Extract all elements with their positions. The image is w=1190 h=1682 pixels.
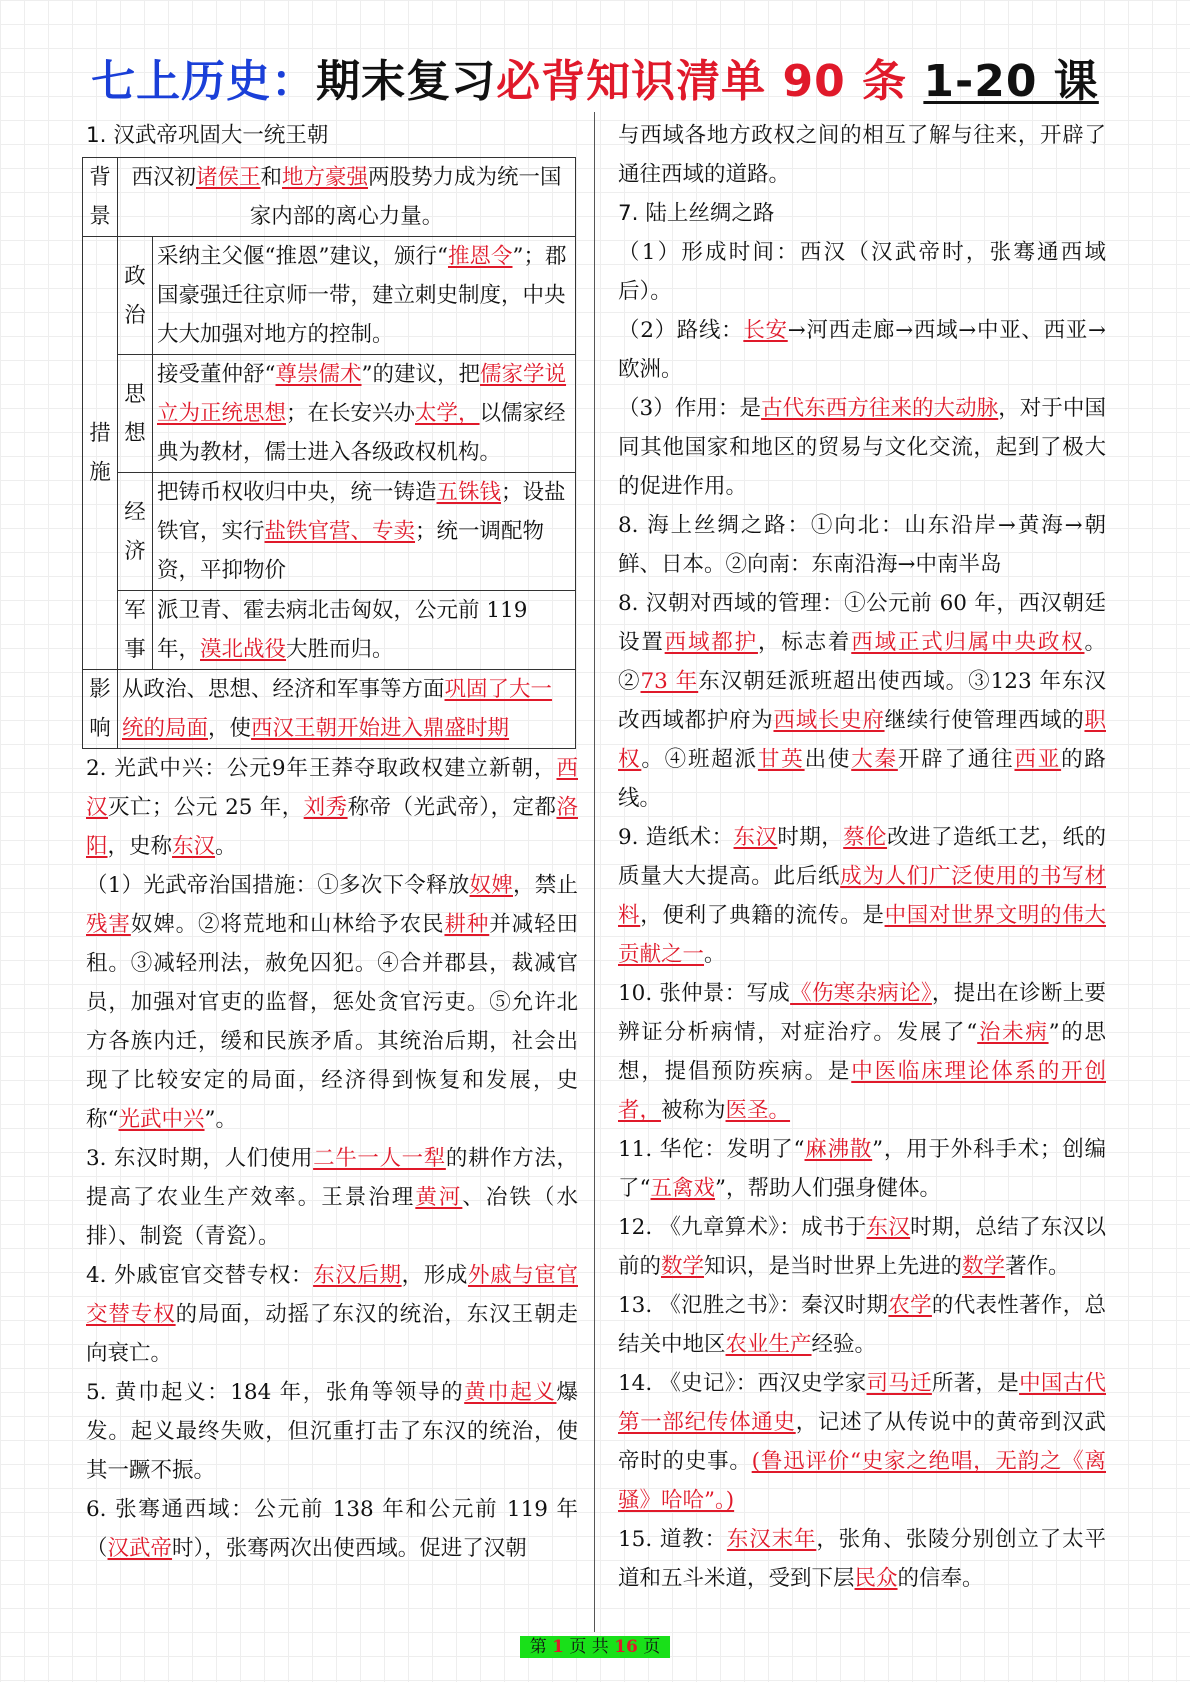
title-part-4: 1-20 课 <box>923 56 1099 107</box>
table-label-thought: 思想 <box>118 355 153 473</box>
table-label-measures: 措施 <box>83 237 118 670</box>
section-7-heading: 7. 陆上丝绸之路 <box>618 201 775 226</box>
section-13: 13. 《氾胜之书》：秦汉时期农学的代表性著作，总结关中地区农业生产经验。 <box>618 1293 1106 1357</box>
section-15: 15. 道教：东汉末年，张角、张陵分别创立了太平道和五斗米道，受到下层民众的信奉。 <box>618 1527 1106 1591</box>
section-7-1: （1）形成时间：西汉（汉武帝时，张骞通西域后）。 <box>618 240 1106 304</box>
section-3: 3. 东汉时期，人们使用二牛一人一犁的耕作方法，提高了农业生产效率。王景治理黄河、冶铁（水排）、制瓷（青瓷）。 <box>86 1146 578 1249</box>
section-4: 4. 外戚宦官交替专权：东汉后期，形成外戚与宦官交替专权的局面，动摇了东汉的统治，东汉王朝走向衰亡。 <box>86 1263 578 1366</box>
emperor-wu-table <box>82 157 576 749</box>
table-cell-economy: 把铸币权收归中央，统一铸造五铢钱；设盐铁官，实行盐铁官营、专卖；统一调配物资，平抑物价 <box>153 473 576 591</box>
table-label-background: 背景 <box>83 158 118 237</box>
title-part-1: 七上历史： <box>91 56 317 107</box>
table-cell-military: 派卫青、霍去病北击匈奴，公元前 119 年，漠北战役大胜而归。 <box>153 591 576 670</box>
section-8-maritime: 8. 海上丝绸之路：①向北：山东沿岸→黄海→朝鲜、日本。②向南：东南沿海→中南半岛 <box>618 513 1106 577</box>
title-part-2: 期末复习 <box>316 56 497 107</box>
right-column <box>618 116 1106 1598</box>
table-cell-politics: 采纳主父偃“推恩”建议，颁行“推恩令”；郡国豪强迁往京师一带，建立刺史制度，中央大大加强对地方的控制。 <box>153 237 576 355</box>
column-divider <box>594 112 595 1632</box>
section-6-continued: 与西域各地方政权之间的相互了解与往来，开辟了通往西域的道路。 <box>618 123 1106 187</box>
table-cell-impact: 从政治、思想、经济和军事等方面巩固了大一统的局面，使西汉王朝开始进入鼎盛时期 <box>118 670 576 749</box>
section-2: 2. 光武中兴：公元9年王莽夺取政权建立新朝，西汉灭亡；公元 25 年，刘秀称帝（光武帝），定都洛阳，史称东汉。 <box>86 756 578 859</box>
left-column <box>86 116 578 1568</box>
section-11: 11. 华佗：发明了“麻沸散”，用于外科手术；创编了“五禽戏”，帮助人们强身健体。 <box>618 1137 1106 1201</box>
table-cell-background: 西汉初诸侯王和地方豪强两股势力成为统一国家内部的离心力量。 <box>118 158 576 237</box>
table-label-economy: 经济 <box>118 473 153 591</box>
section-14: 14. 《史记》：西汉史学家司马迁所著，是中国古代第一部纪传体通史，记述了从传说中的黄帝到汉武帝时的史事。(鲁迅评价“史家之绝唱，无韵之《离骚》哈哈”。) <box>618 1371 1106 1513</box>
section-1-heading: 1. 汉武帝巩固大一统王朝 <box>86 123 329 148</box>
section-8-western-regions: 8. 汉朝对西域的管理：①公元前 60 年，西汉朝廷设置西域都护，标志着西域正式归属中央政权。②73 年东汉朝廷派班超出使西域。③123 年东汉改西域都护府为西域长史府继续行使管理西域的职权。④班超派甘英出使大秦开辟了通往西亚的路线。 <box>618 591 1106 811</box>
section-2-1: （1）光武帝治国措施：①多次下令释放奴婢，禁止残害奴婢。②将荒地和山林给予农民耕种并减轻田租。③减轻刑法，赦免囚犯。④合并郡县，裁减官员，加强对官吏的监督，惩处贪官污吏。⑤允许北方各族内迁，缓和民族矛盾。其统治后期，社会出现了比较安定的局面，经济得到恢复和发展，史称“光武中兴”。 <box>86 873 578 1132</box>
table-label-impact: 影响 <box>83 670 118 749</box>
title-part-3: 必背知识清单 90 条 <box>496 56 908 107</box>
page-title <box>0 52 1190 112</box>
section-9: 9. 造纸术：东汉时期，蔡伦改进了造纸工艺，纸的质量大大提高。此后纸成为人们广泛使用的书写材料，便利了典籍的流传。是中国对世界文明的伟大贡献之一。 <box>618 825 1106 967</box>
section-10: 10. 张仲景：写成《伤寒杂病论》，提出在诊断上要辨证分析病情，对症治疗。发展了“治未病”的思想，提倡预防疾病。是中医临床理论体系的开创者，被称为医圣。 <box>618 981 1106 1123</box>
section-12: 12. 《九章算术》：成书于东汉时期，总结了东汉以前的数学知识，是当时世界上先进的数学著作。 <box>618 1215 1106 1279</box>
table-cell-thought: 接受董仲舒“尊崇儒术”的建议，把儒家学说立为正统思想；在长安兴办太学，以儒家经典为教材，儒士进入各级政权机构。 <box>153 355 576 473</box>
table-label-military: 军事 <box>118 591 153 670</box>
current-page: 1 <box>552 1637 564 1657</box>
total-pages: 16 <box>614 1637 638 1657</box>
section-6: 6. 张骞通西域：公元前 138 年和公元前 119 年（汉武帝时），张骞两次出使西域。促进了汉朝 <box>86 1497 578 1561</box>
page-number-footer: 第 1 页 共 16 页 <box>520 1636 670 1658</box>
section-7-2: （2）路线：长安→河西走廊→西域→中亚、西亚→欧洲。 <box>618 318 1106 382</box>
section-7-3: （3）作用：是古代东西方往来的大动脉，对于中国同其他国家和地区的贸易与文化交流，起到了极大的促进作用。 <box>618 396 1106 499</box>
table-label-politics: 政治 <box>118 237 153 355</box>
section-5: 5. 黄巾起义：184 年，张角等领导的黄巾起义爆发。起义最终失败，但沉重打击了东汉的统治，使其一蹶不振。 <box>86 1380 578 1483</box>
